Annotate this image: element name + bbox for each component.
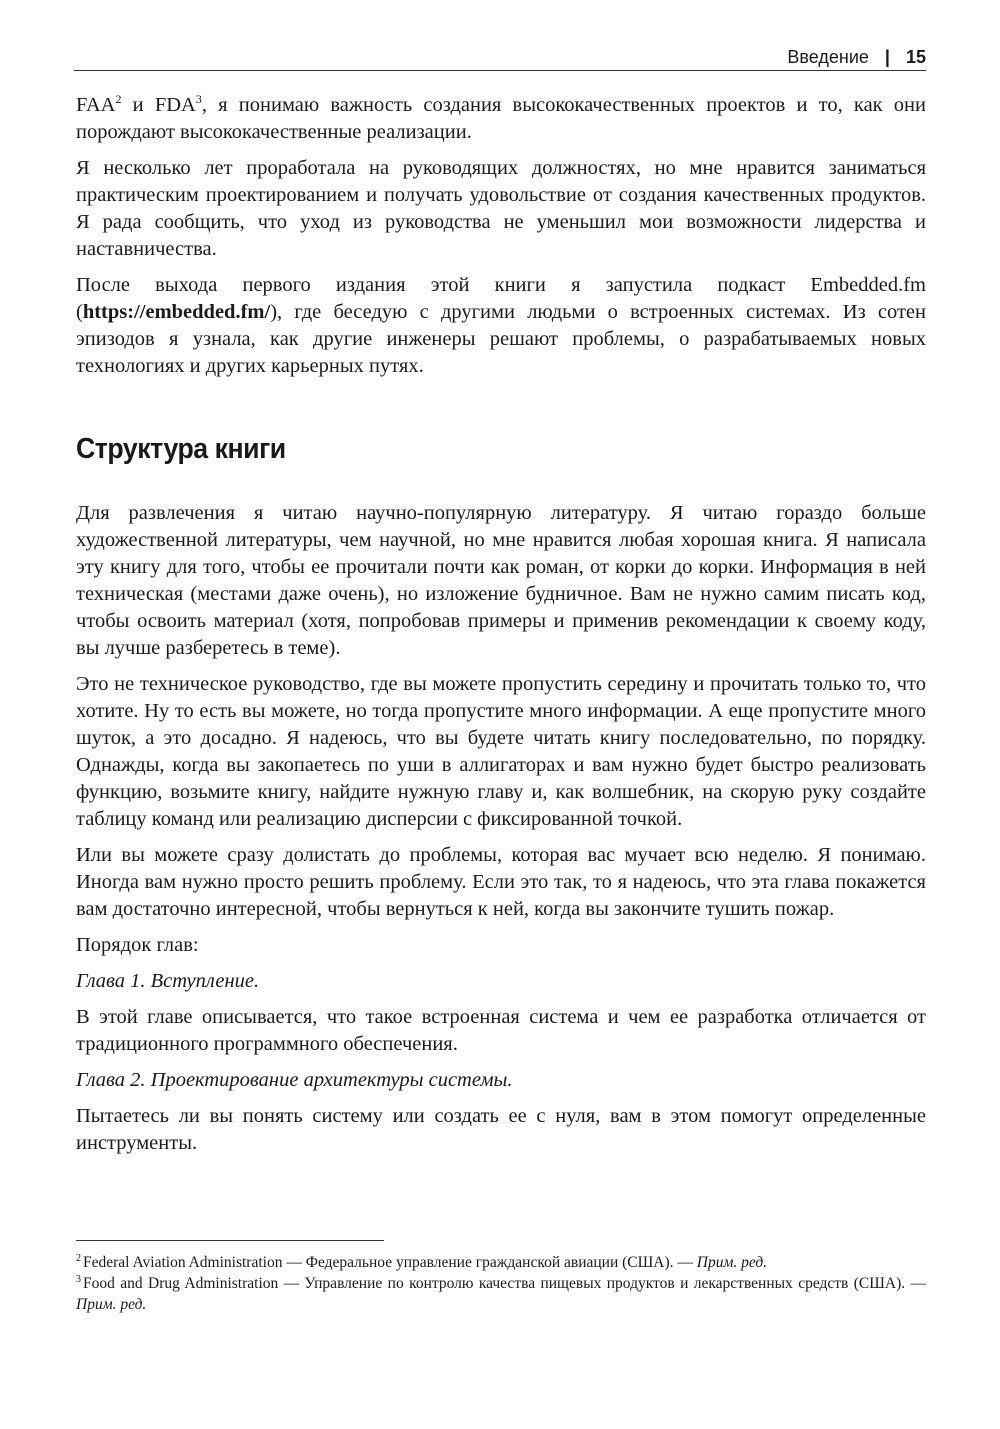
footnote-2-note: Прим. ред. [696, 1254, 768, 1271]
intro-paragraph-3-end: ), где беседую с другими людьми о встроенных системах. Из сотен эпизодов я узнала, как другие инженеры решают проблемы, о разрабатываемых новых технологиях и других карьерных путях. [76, 301, 926, 377]
section-paragraph-1: Для развлечения я читаю научно-популярную литературу. Я читаю гораздо больше художественной литературы, чем научной, но мне нравится любая хорошая книга. Я написала эту книгу для того, чтобы ее прочитали почти как роман, от корки до корки. Информация в ней техническая (местами даже очень), но изложение будничное. Вам не нужно самим писать код, чтобы освоить материал (хотя, попробовав примеры и применив рекомендации к своему коду, вы лучше разберетесь в теме). [76, 502, 926, 659]
section-heading: Структура книги [76, 433, 286, 465]
abbr-faa: FAA [76, 94, 116, 116]
chapter-2-description: Пытаетесь ли вы понять систему или создать ее с нуля, вам в этом помогут определенные инструменты. [76, 1105, 926, 1154]
section-paragraph-2: Это не техническое руководство, где вы можете пропустить середину и прочитать только то, что хотите. Ну то есть вы можете, но тогда пропустите много информации. А еще пропустите много шуток, а это досадно. Я надеюсь, что вы будете читать книгу последовательно, по порядку. Однажды, когда вы закопаетесь по уши в аллигаторах и вам нужно будет быстро реализовать функцию, возьмите книгу, найдите нужную главу и, как волшебник, на скорую руку создайте таблицу команд или реализацию дисперсии с фиксированной точкой. [76, 673, 926, 830]
intro-paragraph-1 [76, 92, 926, 146]
section-paragraph-3: Или вы можете сразу долистать до проблемы, которая вас мучает всю неделю. Я понимаю. Иногда вам нужно просто решить проблему. Если это так, то я надеюсь, что эта глава покажется вам достаточно интересной, чтобы вернуться к ней, когда вы закончите тушить пожар. [76, 844, 926, 920]
intro-paragraph-3-start: После выхода первого издания этой книги я запустила подкаст Embedded.fm ( [76, 274, 926, 323]
footnote-2-text: Federal Aviation Administration — Федеральное управление гражданской авиации (США). — [83, 1254, 697, 1271]
intro-paragraph-2: Я несколько лет проработала на руководящих должностях, но мне нравится заниматься практическим проектированием и получать удовольствие от создания качественных продуктов. Я рада сообщить, что уход из руководства не уменьшил мои возможности лидерства и наставничества. [76, 157, 926, 260]
running-header [74, 44, 926, 70]
chapter-order-label: Порядок глав: [76, 934, 199, 956]
footnote-3-note: Прим. ред. [76, 1296, 147, 1313]
header-rule [74, 70, 926, 71]
footnote-3 [76, 1273, 926, 1315]
chapter-1-description: В этой главе описывается, что такое встроенная система и чем ее разработка отличается от традиционного программного обеспечения. [76, 1006, 926, 1055]
footnote-rule [76, 1240, 384, 1241]
chapter-2-title: Глава 2. Проектирование архитектуры системы. [76, 1069, 513, 1091]
footnote-marker-2: 2 [76, 1252, 81, 1264]
footnotes [76, 1252, 926, 1315]
abbr-fda: и FDA [121, 94, 196, 116]
footnote-2 [76, 1252, 926, 1273]
footnote-marker-3: 3 [76, 1273, 81, 1285]
header-separator: | [884, 46, 890, 67]
intro-paragraph-1-text: , я понимаю важность создания высококачественных проектов и то, как они порождают высококачественные реализации. [76, 94, 927, 143]
header-section-title: Введение [787, 46, 869, 67]
footnote-3-text: Food and Drug Administration — Управление по контролю качества пищевых продуктов и лекарственных средств (США). — [83, 1275, 926, 1292]
footnote-ref-2[interactable]: 2 [115, 92, 122, 107]
footnote-ref-3[interactable]: 3 [195, 92, 202, 107]
embedded-fm-link[interactable]: https://embedded.fm/ [82, 301, 271, 323]
page-body [76, 92, 926, 1166]
page-number: 15 [905, 46, 926, 67]
chapter-1-title: Глава 1. Вступление. [76, 970, 260, 992]
intro-paragraph-3 [76, 272, 926, 380]
